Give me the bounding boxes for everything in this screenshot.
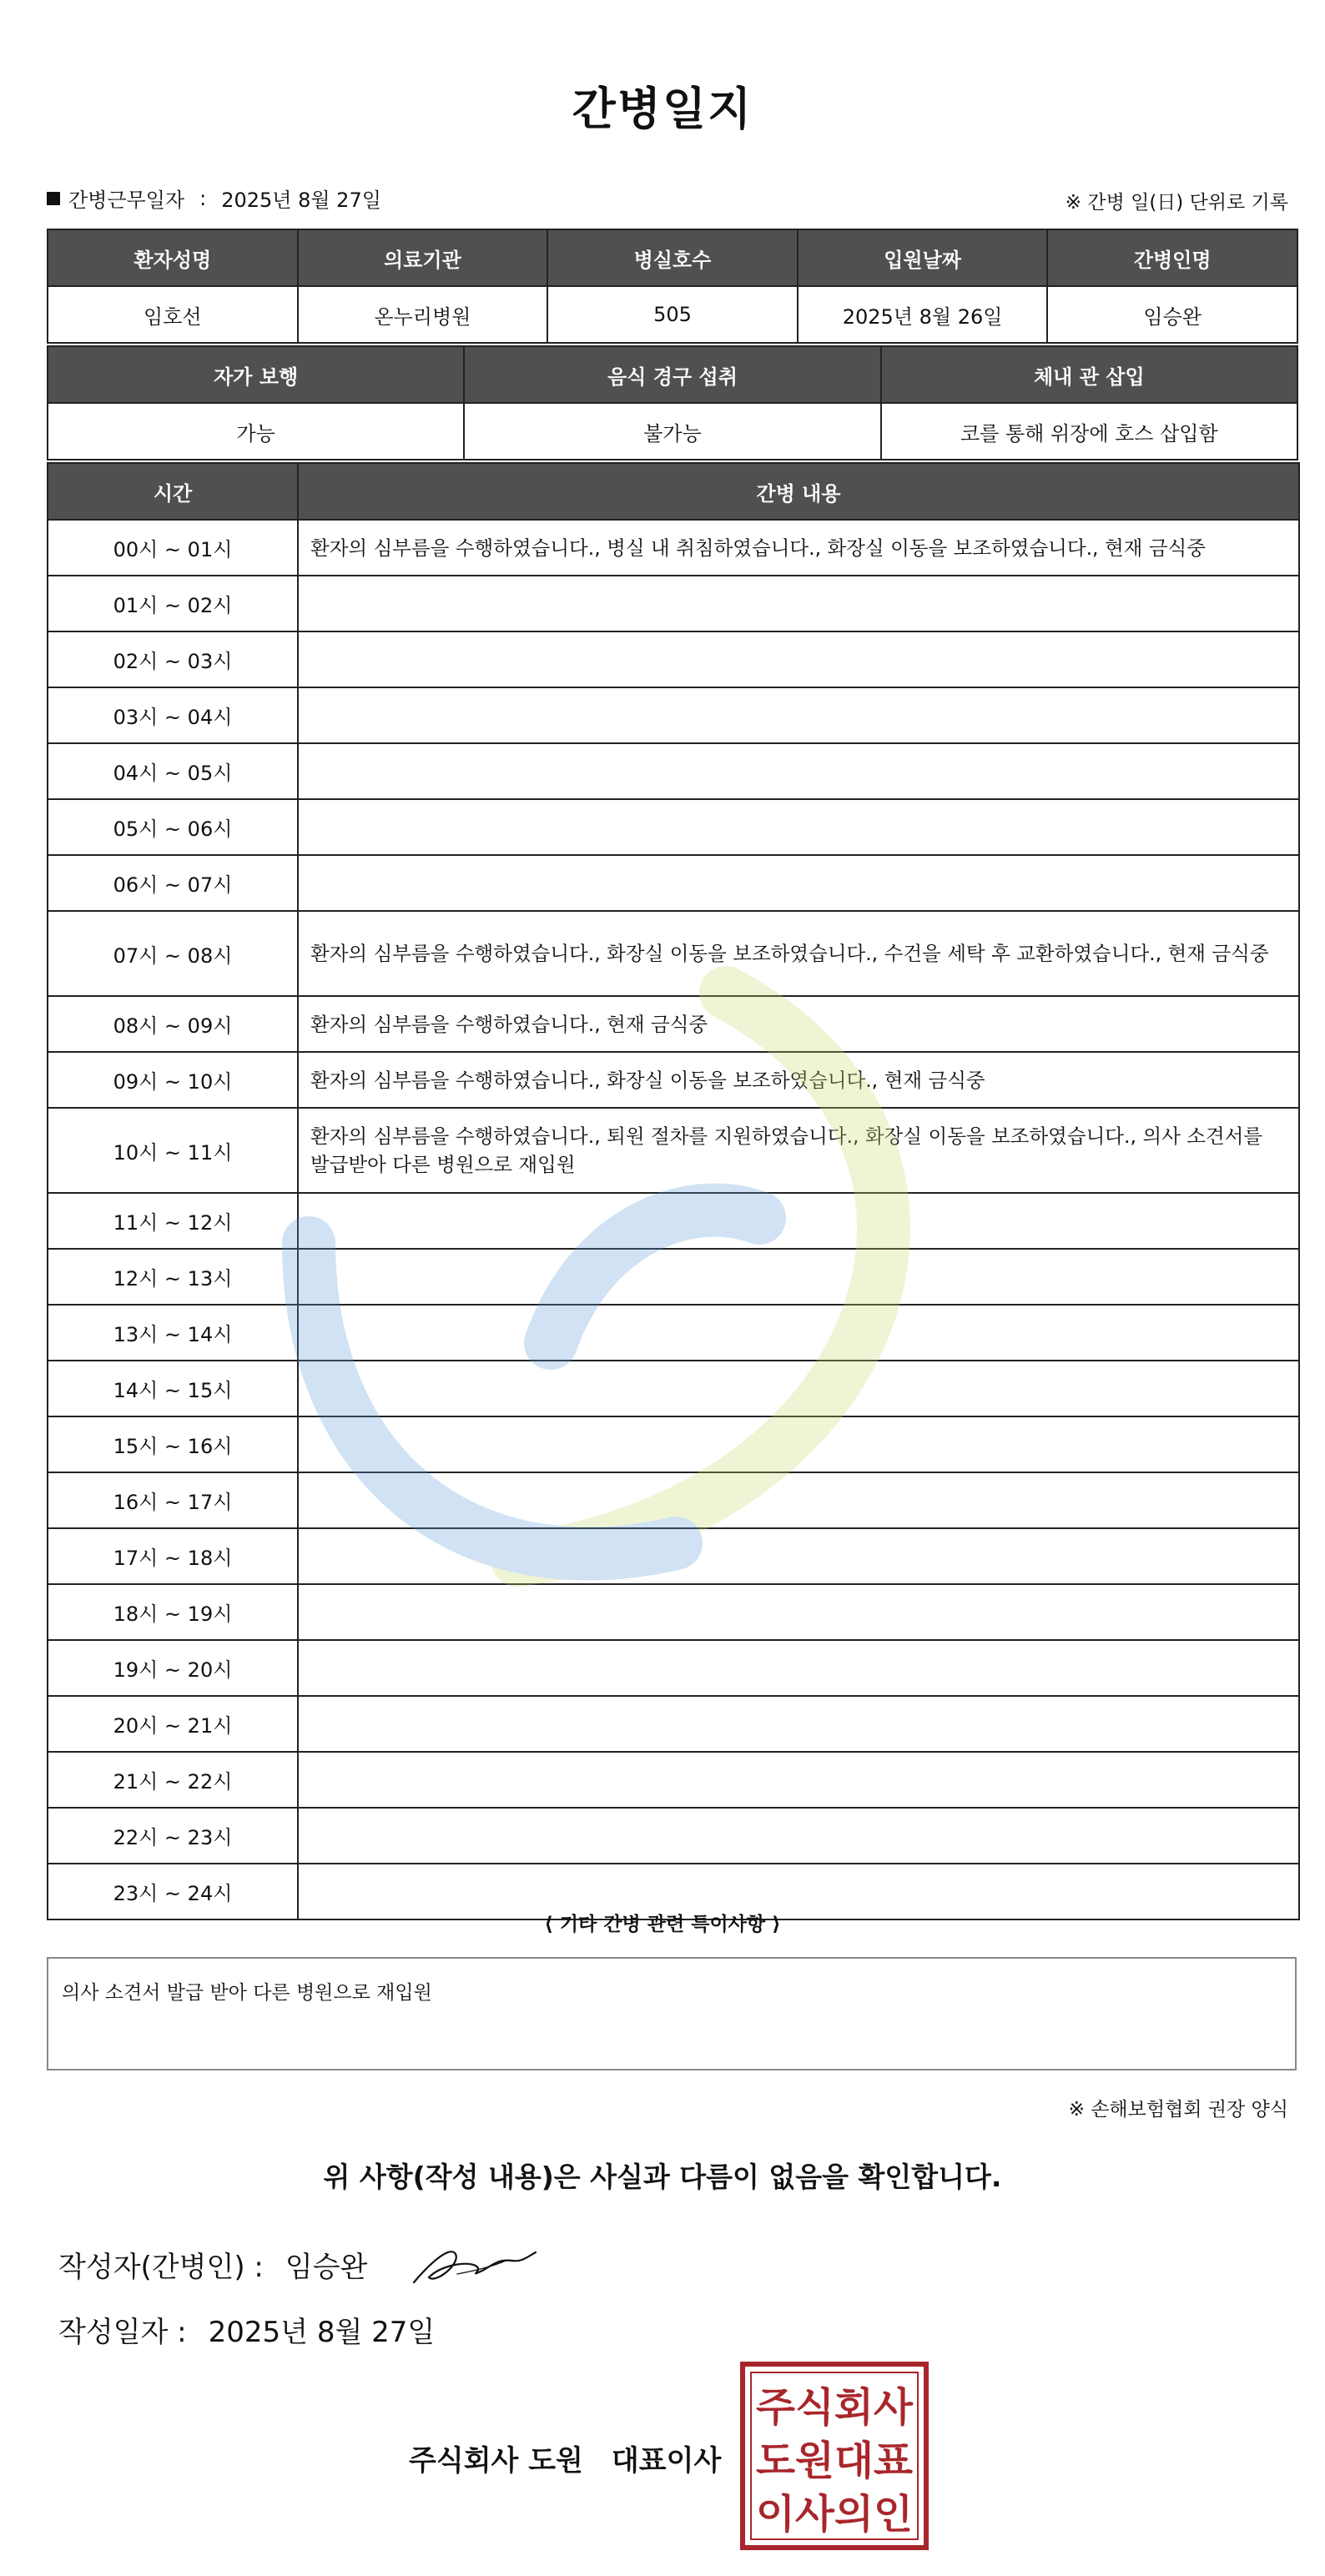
care-content <box>298 1416 1299 1472</box>
caregiver-name: 임승완 <box>1047 286 1297 343</box>
header-institution: 의료기관 <box>298 229 548 286</box>
company-line <box>409 2438 721 2478</box>
care-content <box>298 687 1299 743</box>
company-representative: 대표이사 <box>611 2444 722 2478</box>
table-row <box>48 1361 1299 1416</box>
seal-line-2: 도원대표 <box>756 2438 914 2484</box>
care-content <box>298 1361 1299 1416</box>
care-content: 환자의 심부름을 수행하였습니다., 화장실 이동을 보조하였습니다., 현재 금식중 <box>298 1052 1299 1108</box>
table-row <box>48 1640 1299 1696</box>
header-oral-intake: 음식 경구 섭취 <box>464 346 880 403</box>
table-row <box>48 1696 1299 1752</box>
time-slot: 05시 ~ 06시 <box>48 799 298 855</box>
unit-note: ※ 간병 일(日) 단위로 기록 <box>1065 192 1288 214</box>
care-content <box>298 576 1299 631</box>
care-content <box>298 1528 1299 1584</box>
care-content <box>298 1193 1299 1249</box>
care-content <box>298 1696 1299 1752</box>
table-row <box>48 743 1299 799</box>
table-row <box>48 911 1299 996</box>
time-slot: 15시 ~ 16시 <box>48 1416 298 1472</box>
admission-date: 2025년 8월 26일 <box>798 286 1048 343</box>
square-bullet-icon <box>47 192 60 205</box>
header-admission-date: 입원날짜 <box>798 229 1048 286</box>
time-slot: 13시 ~ 14시 <box>48 1305 298 1361</box>
writer-line <box>58 2244 367 2285</box>
header-room: 병실호수 <box>547 229 798 286</box>
care-content <box>298 1249 1299 1305</box>
time-slot: 20시 ~ 21시 <box>48 1696 298 1752</box>
header-care-content: 간병 내용 <box>298 463 1299 520</box>
table-row <box>48 520 1299 576</box>
table-row <box>48 576 1299 631</box>
table-row <box>48 1249 1299 1305</box>
tube-insertion-status: 코를 통해 위장에 호스 삽입함 <box>881 403 1297 460</box>
time-slot: 03시 ~ 04시 <box>48 687 298 743</box>
table-row <box>48 687 1299 743</box>
company-seal-icon <box>739 2361 930 2551</box>
writer-name: 임승완 <box>285 2251 368 2284</box>
oral-intake-status: 불가능 <box>464 403 880 460</box>
table-row <box>48 1584 1299 1640</box>
written-date-value: 2025년 8월 27일 <box>208 2316 436 2349</box>
work-date <box>47 184 381 213</box>
care-content <box>298 743 1299 799</box>
writer-label: 작성자(간병인) : <box>58 2251 264 2284</box>
care-content: 환자의 심부름을 수행하였습니다., 병실 내 취침하였습니다., 화장실 이동을 보조하였습니다., 현재 금식중 <box>298 520 1299 576</box>
table-row <box>48 996 1299 1052</box>
time-slot: 17시 ~ 18시 <box>48 1528 298 1584</box>
care-content <box>298 1752 1299 1808</box>
time-slot: 23시 ~ 24시 <box>48 1864 298 1919</box>
care-content: 환자의 심부름을 수행하였습니다., 퇴원 절차를 지원하였습니다., 화장실 이동을 보조하였습니다., 의사 소견서를 발급받아 다른 병원으로 재입원 <box>298 1108 1299 1193</box>
header-patient-name: 환자성명 <box>48 229 298 286</box>
care-content <box>298 1584 1299 1640</box>
document-title: 간병일지 <box>572 83 753 135</box>
work-date-value: 2025년 8월 27일 <box>221 189 381 212</box>
care-content <box>298 1305 1299 1361</box>
table-row <box>48 1108 1299 1193</box>
header-time: 시간 <box>48 463 298 520</box>
table-row <box>48 1472 1299 1528</box>
header-walking: 자가 보행 <box>48 346 464 403</box>
signature-icon <box>407 2236 541 2294</box>
remarks-title: ⟨ 기타 간병 관련 특이사항 ⟩ <box>544 1914 781 1935</box>
time-slot: 12시 ~ 13시 <box>48 1249 298 1305</box>
company-name: 주식회사 도원 <box>409 2444 583 2478</box>
time-slot: 01시 ~ 02시 <box>48 576 298 631</box>
institution: 온누리병원 <box>298 286 548 343</box>
patient-status-table <box>47 345 1298 460</box>
table-row <box>48 1193 1299 1249</box>
care-content <box>298 631 1299 687</box>
time-slot: 04시 ~ 05시 <box>48 743 298 799</box>
written-date-label: 작성일자 : <box>58 2316 187 2349</box>
remarks-content: 의사 소견서 발급 받아 다른 병원으로 재입원 <box>47 1957 1297 2070</box>
table-row <box>48 631 1299 687</box>
header-caregiver: 간병인명 <box>1047 229 1297 286</box>
care-content <box>298 855 1299 911</box>
seal-line-3: 이사의인 <box>756 2491 913 2538</box>
time-slot: 02시 ~ 03시 <box>48 631 298 687</box>
header-tube-insertion: 체내 관 삽입 <box>881 346 1297 403</box>
time-slot: 06시 ~ 07시 <box>48 855 298 911</box>
table-row <box>48 1416 1299 1472</box>
care-content <box>298 1640 1299 1696</box>
care-content: 환자의 심부름을 수행하였습니다., 화장실 이동을 보조하였습니다., 수건을 세탁 후 교환하였습니다., 현재 금식중 <box>298 911 1299 996</box>
time-slot: 07시 ~ 08시 <box>48 911 298 996</box>
time-slot: 14시 ~ 15시 <box>48 1361 298 1416</box>
table-row <box>48 799 1299 855</box>
work-date-label: 간병근무일자 <box>68 189 185 212</box>
care-content <box>298 1472 1299 1528</box>
table-row <box>48 855 1299 911</box>
care-content <box>298 799 1299 855</box>
patient-info-table <box>47 229 1298 344</box>
written-date-line <box>58 2309 435 2350</box>
table-row <box>48 1528 1299 1584</box>
time-slot: 22시 ~ 23시 <box>48 1808 298 1864</box>
time-slot: 16시 ~ 17시 <box>48 1472 298 1528</box>
table-row <box>48 1808 1299 1864</box>
seal-line-1: 주식회사 <box>756 2384 914 2431</box>
care-log-table <box>47 462 1300 1920</box>
care-content: 환자의 심부름을 수행하였습니다., 현재 금식중 <box>298 996 1299 1052</box>
time-slot: 21시 ~ 22시 <box>48 1752 298 1808</box>
time-slot: 08시 ~ 09시 <box>48 996 298 1052</box>
time-slot: 19시 ~ 20시 <box>48 1640 298 1696</box>
time-slot: 11시 ~ 12시 <box>48 1193 298 1249</box>
care-content <box>298 1808 1299 1864</box>
walking-status: 가능 <box>48 403 464 460</box>
time-slot: 00시 ~ 01시 <box>48 520 298 576</box>
confirmation-statement: 위 사항(작성 내용)은 사실과 다름이 없음을 확인합니다. <box>323 2161 1002 2193</box>
room-number: 505 <box>547 286 798 343</box>
table-row <box>48 1752 1299 1808</box>
table-row <box>48 1305 1299 1361</box>
time-slot: 09시 ~ 10시 <box>48 1052 298 1108</box>
time-slot: 18시 ~ 19시 <box>48 1584 298 1640</box>
table-row <box>48 1052 1299 1108</box>
patient-name: 임호선 <box>48 286 298 343</box>
work-date-separator: : <box>199 186 207 210</box>
time-slot: 10시 ~ 11시 <box>48 1108 298 1193</box>
association-note: ※ 손해보험협회 권장 양식 <box>1068 2099 1288 2121</box>
